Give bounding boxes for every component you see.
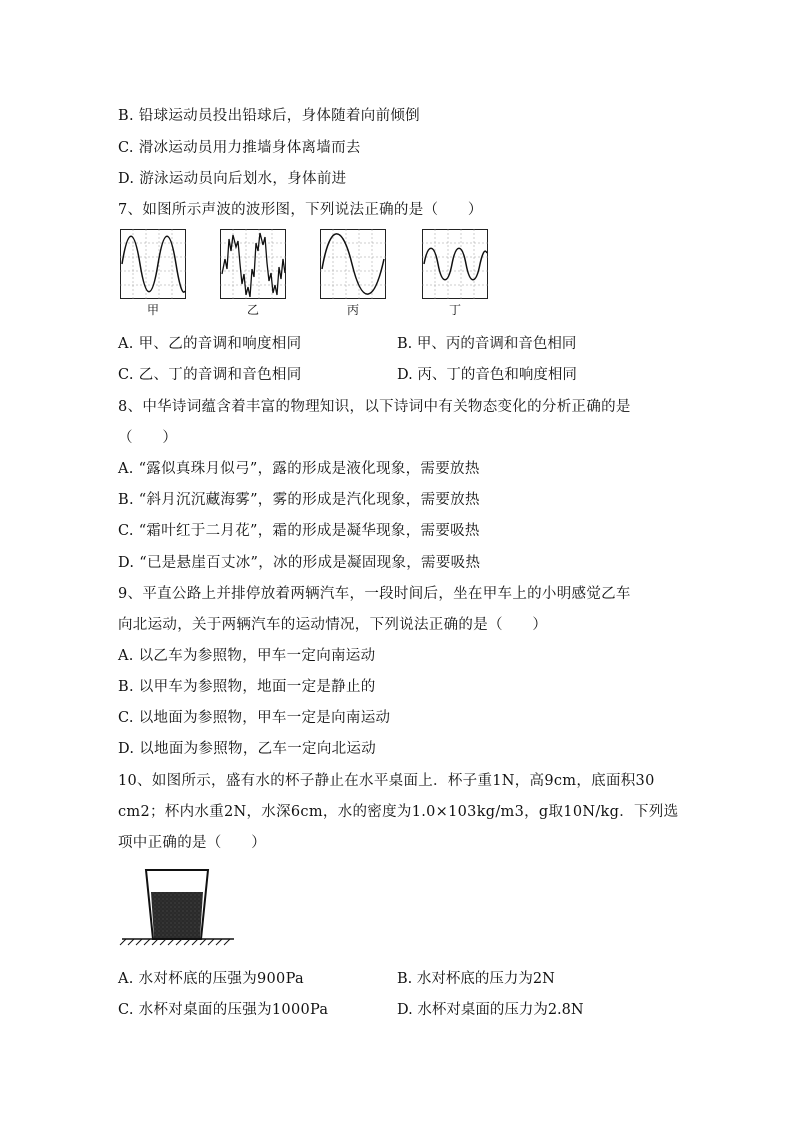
label-ding: 丁	[448, 303, 461, 317]
q8-option-d: D. “已是悬崖百丈冰”，冰的形成是凝固现象，需要吸热	[118, 555, 481, 571]
q8-option-a: A. “露似真珠月似弓”，露的形成是液化现象，需要放热	[118, 461, 480, 477]
q7-option-b: B. 甲、丙的音调和音色相同	[397, 336, 577, 352]
q7-option-a: A. 甲、乙的音调和响度相同	[118, 336, 302, 352]
q10-option-d: D. 水杯对桌面的压力为2.8N	[397, 1002, 584, 1018]
q8-stem-line1: 8、中华诗词蕴含着丰富的物理知识，以下诗词中有关物态变化的分析正确的是	[118, 399, 631, 415]
waveform-jia	[120, 229, 186, 299]
q7-option-d: D. 丙、丁的音色和响度相同	[397, 367, 577, 383]
q6-option-c: C. 滑冰运动员用力推墙身体离墙而去	[118, 140, 361, 156]
q9-option-d: D. 以地面为参照物，乙车一定向北运动	[118, 741, 377, 757]
q9-option-a: A. 以乙车为参照物，甲车一定向南运动	[118, 648, 376, 664]
q10-option-c: C. 水杯对桌面的压强为1000Pa	[118, 1002, 329, 1018]
q7-option-c: C. 乙、丁的音调和音色相同	[118, 367, 302, 383]
label-bing: 丙	[346, 303, 359, 317]
q6-option-b: B. 铅球运动员投出铅球后，身体随着向前倾倒	[118, 108, 420, 124]
waveform-bing	[320, 229, 386, 299]
q10-option-b: B. 水对杯底的压力为2N	[397, 971, 555, 987]
q6-option-d: D. 游泳运动员向后划水，身体前进	[118, 171, 347, 187]
waveform-ding	[422, 229, 488, 299]
q9-option-c: C. 以地面为参照物，甲车一定是向南运动	[118, 710, 391, 726]
waveform-yi	[220, 229, 286, 299]
q10-option-a: A. 水对杯底的压强为900Pa	[118, 971, 304, 987]
q8-stem-line2: （ ）	[118, 430, 178, 446]
label-yi: 乙	[246, 303, 259, 317]
q8-option-c: C. “霜叶红于二月花”，霜的形成是凝华现象，需要吸热	[118, 523, 480, 539]
q8-option-b: B. “斜月沉沉藏海雾”，雾的形成是汽化现象，需要放热	[118, 492, 480, 508]
label-jia: 甲	[146, 303, 159, 317]
cup-on-table-figure	[118, 866, 238, 946]
q10-stem-line1: 10、如图所示，盛有水的杯子静止在水平桌面上．杯子重1N，高9cm，底面积30	[118, 773, 655, 789]
q7-stem: 7、如图所示声波的波形图，下列说法正确的是（ ）	[118, 202, 483, 218]
q10-stem-line3: 项中正确的是（ ）	[118, 835, 266, 851]
waveform-figure	[118, 229, 498, 319]
q9-option-b: B. 以甲车为参照物，地面一定是静止的	[118, 679, 376, 695]
q9-stem-line1: 9、平直公路上并排停放着两辆汽车，一段时间后，坐在甲车上的小明感觉乙车	[118, 586, 631, 602]
q9-stem-line2: 向北运动，关于两辆汽车的运动情况，下列说法正确的是（ ）	[118, 617, 548, 633]
q10-stem-line2: cm2；杯内水重2N，水深6cm，水的密度为1.0×103kg/m3，g取10N/kg．下列选	[118, 804, 679, 820]
